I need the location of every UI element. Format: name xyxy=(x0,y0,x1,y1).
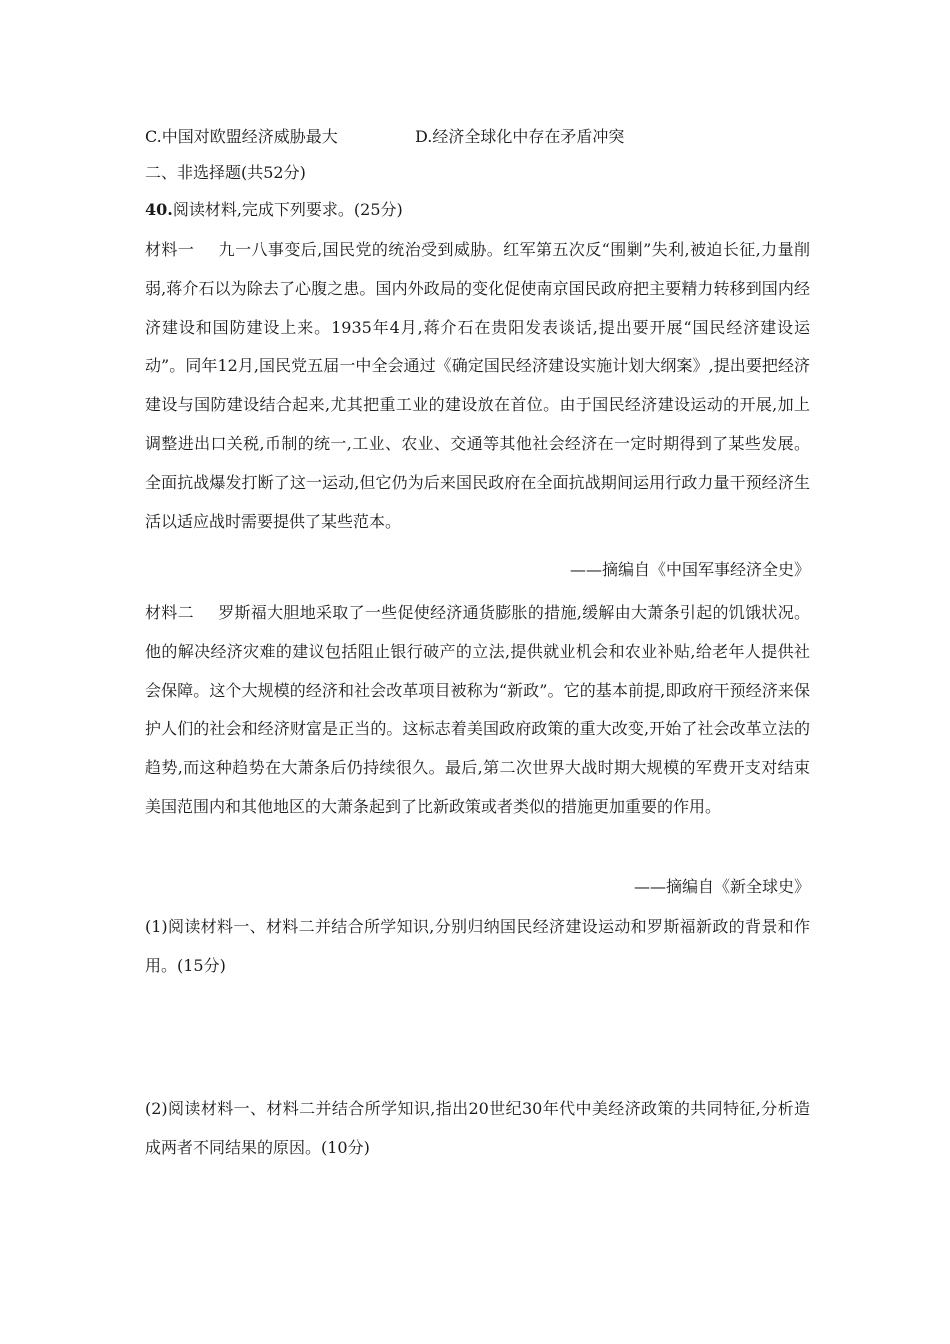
material-one xyxy=(145,231,810,541)
material-one-label: 材料一 xyxy=(145,240,195,259)
material-one-text: 九一八事变后,国民党的统治受到威胁。红军第五次反“围剿”失利,被迫长征,力量削弱,蒋介石以为除去了心腹之患。国内外政局的变化促使南京国民政府把主要精力转移到国内经济建设和国防建设上来。1935年4月,蒋介石在贵阳发表谈话,提出要开展“国民经济建设运动”。同年12月,国民党五届一中全会通过《确定国民经济建设实施计划大纲案》,提出要把经济建设与国防建设结合起来,尤其把重工业的建设放在首位。由于国民经济建设运动的开展,加上调整进出口关税,币制的统一,工业、农业、交通等其他社会经济在一定时期得到了某些发展。全面抗战爆发打断了这一运动,但它仍为后来国民政府在全面抗战期间运用行政力量干预经济生活以适应战时需要提供了某些范本。 xyxy=(145,240,810,531)
question-prompt: 阅读材料,完成下列要求。(25分) xyxy=(172,200,403,219)
option-d: D.经济全球化中存在矛盾冲突 xyxy=(415,127,625,146)
material-one-source: ——摘编自《中国军事经济全史》 xyxy=(569,560,810,579)
option-c: C.中国对欧盟经济威胁最大 xyxy=(145,127,338,146)
question-40 xyxy=(145,200,403,220)
material-two-label: 材料二 xyxy=(145,603,194,622)
sub-question-1: (1)阅读材料一、材料二并结合所学知识,分别归纳国民经济建设运动和罗斯福新政的背景和作用。(15分) xyxy=(145,917,810,975)
section-heading: 二、非选择题(共52分) xyxy=(145,163,306,182)
question-number: 40. xyxy=(145,200,173,219)
material-two xyxy=(145,594,810,827)
sub-question-2: (2)阅读材料一、材料二并结合所学知识,指出20世纪30年代中美经济政策的共同特征,分析造成两者不同结果的原因。(10分) xyxy=(145,1099,810,1157)
material-two-source: ——摘编自《新全球史》 xyxy=(633,877,810,896)
material-two-text: 罗斯福大胆地采取了一些促使经济通货膨胀的措施,缓解由大萧条引起的饥饿状况。他的解决经济灾难的建议包括阻止银行破产的立法,提供就业机会和农业补贴,给老年人提供社会保障。这个大规模的经济和社会改革项目被称为“新政”。它的基本前提,即政府干预经济来保护人们的社会和经济财富是正当的。这标志着美国政府政策的重大改变,开始了社会改革立法的趋势,而这种趋势在大萧条后仍持续很久。最后,第二次世界大战时期大规模的军费开支对结束美国范围内和其他地区的大萧条起到了比新政策或者类似的措施更加重要的作用。 xyxy=(145,603,810,816)
